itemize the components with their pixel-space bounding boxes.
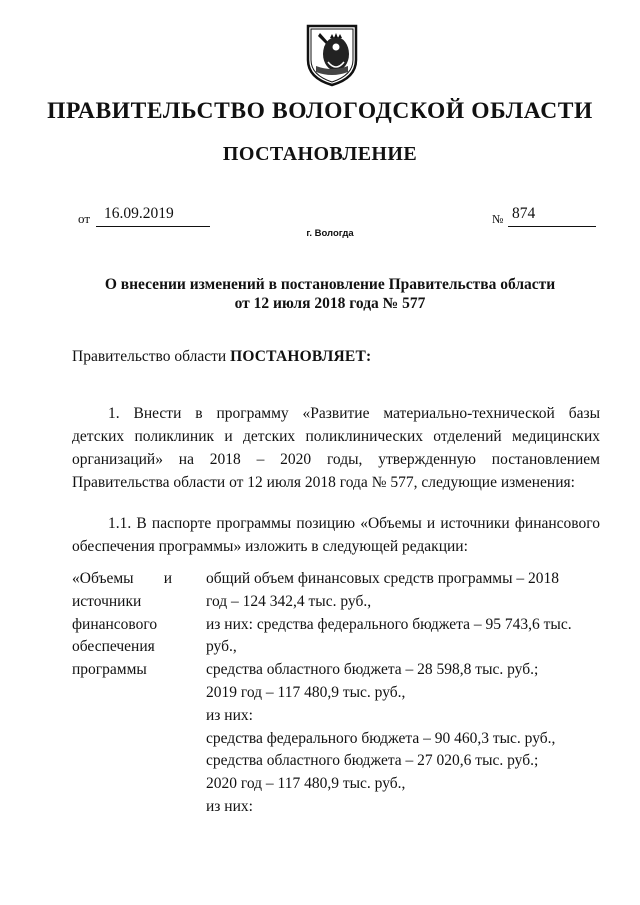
paragraph-line: организаций» на 2018 – 2020 годы, утвержденную постановлением xyxy=(72,451,600,468)
paragraph-1 xyxy=(72,402,600,494)
table-label-line: финансового xyxy=(72,615,158,633)
table-content-line: общий объем финансовых средств программы – 2018 xyxy=(206,570,560,587)
paragraph-line: обеспечения программы» изложить в следующей редакции: xyxy=(72,538,468,555)
table-label-line: «Объемы и xyxy=(72,570,172,587)
subject-line: от 12 июля 2018 года № 577 xyxy=(234,295,426,312)
table-content-line: год – 124 342,4 тыс. руб., xyxy=(206,592,372,610)
table-content-line: средства областного бюджета – 28 598,8 тыс. руб.; xyxy=(206,661,539,679)
document-type-title: ПОСТАНОВЛЕНИЕ xyxy=(222,143,418,165)
funding-table-label xyxy=(72,568,172,682)
paragraph-line: детских поликлиник и детских поликлинических отделений медицинских xyxy=(72,428,600,445)
document-subject xyxy=(0,275,640,313)
table-label-line: обеспечения xyxy=(72,638,155,656)
table-content-line: руб., xyxy=(206,638,237,656)
organization-title: ПРАВИТЕЛЬСТВО ВОЛОГОДСКОЙ ОБЛАСТИ xyxy=(47,98,593,124)
intro-text: Правительство области xyxy=(72,348,231,365)
coat-of-arms-emblem xyxy=(304,22,360,88)
table-content-line: из них: xyxy=(206,797,253,815)
table-content-line: 2019 год – 117 480,9 тыс. руб., xyxy=(206,683,406,701)
table-content-line: из них: средства федерального бюджета – 95 743,6 тыс. xyxy=(206,615,572,633)
number-label: № xyxy=(492,212,504,226)
funding-table-content xyxy=(206,568,600,819)
date-underline xyxy=(96,226,210,227)
table-content-line: из них: xyxy=(206,706,253,724)
table-label-line: программы xyxy=(72,661,147,679)
city-label: г. Вологда xyxy=(306,228,354,239)
paragraph-line: Правительства области от 12 июля 2018 года № 577, следующие изменения: xyxy=(72,474,575,491)
document-date: 16.09.2019 xyxy=(104,205,174,222)
number-underline xyxy=(508,226,596,227)
subject-line: О внесении изменений в постановление Правительства области xyxy=(104,276,556,293)
table-content-line: средства федерального бюджета – 90 460,3 тыс. руб., xyxy=(206,729,556,747)
table-content-line: 2020 год – 117 480,9 тыс. руб., xyxy=(206,775,406,793)
resolution-intro xyxy=(72,348,371,366)
table-label-line: источники xyxy=(72,592,142,610)
table-content-line: средства областного бюджета – 27 020,6 тыс. руб.; xyxy=(206,752,539,770)
date-label: от xyxy=(78,211,91,226)
paragraph-line: 1. Внести в программу «Развитие материально-технической базы xyxy=(108,405,600,422)
intro-emphasis: ПОСТАНОВЛЯЕТ: xyxy=(230,348,372,365)
document-number: 874 xyxy=(512,205,536,222)
paragraph-line: 1.1. В паспорте программы позицию «Объемы и источники финансового xyxy=(108,515,600,532)
paragraph-1-1 xyxy=(72,512,600,558)
